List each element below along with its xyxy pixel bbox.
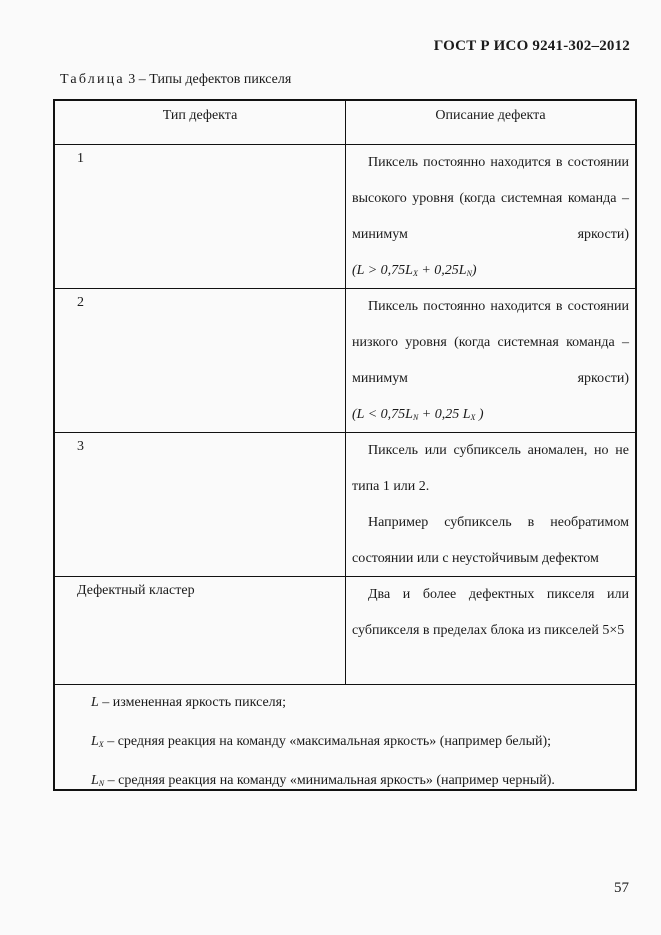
defect-description-cell — [346, 577, 635, 684]
header-defect-description: Описание дефекта — [435, 108, 546, 123]
table-row — [55, 289, 635, 433]
note-line: $L_X$ – средняя реакция на команду «максимальная яркость» (например белый); — [91, 734, 552, 749]
defect-description-cell — [346, 433, 635, 576]
description-formula: $(L > 0,75L_X + 0,25L_N)$ — [352, 263, 477, 278]
description-text: Два и более дефектных пикселя или субпикселя в пределах блока из пикселей 5×5 — [352, 587, 629, 638]
table-row — [55, 433, 635, 577]
defect-type-cell: Дефектный кластер — [55, 577, 346, 684]
page-number: 57 — [614, 880, 629, 896]
description-text: Пиксель постоянно находится в состоянии низкого уровня (когда системная команда – минимум яркости) — [352, 299, 629, 386]
defect-description-cell — [346, 289, 635, 432]
note-line: L – измененная яркость пикселя; — [91, 695, 286, 710]
table-caption — [60, 72, 291, 88]
table-caption-word: Таблица — [60, 72, 125, 87]
table-row — [55, 577, 635, 685]
description-example: Например субпиксель в необратимом состоянии или с неустойчивым дефектом — [352, 515, 629, 566]
table-notes-row — [55, 685, 635, 789]
table-notes — [55, 685, 635, 802]
defect-description-cell — [346, 145, 635, 288]
defect-type-cell: 1 — [55, 145, 346, 288]
defect-type-cell: 2 — [55, 289, 346, 432]
header-defect-type: Тип дефекта — [55, 101, 346, 144]
note-line: $L_N$ – средняя реакция на команду «минимальная яркость» (например черный). — [91, 773, 555, 788]
defect-type-cell: 3 — [55, 433, 346, 576]
description-formula: ($L < 0,75L_N + 0,25$ $L_X$ ) — [352, 407, 484, 422]
description-text: Пиксель или субпиксель аномален, но не типа 1 или 2. — [352, 443, 629, 494]
defect-types-table — [53, 99, 637, 791]
table-row — [55, 145, 635, 289]
description-text: Пиксель постоянно находится в состоянии высокого уровня (когда системная команда – минимум яркости) — [352, 155, 629, 242]
table-header-row — [55, 101, 635, 145]
table-caption-text: 3 – Типы дефектов пикселя — [124, 72, 292, 87]
document-standard-header: ГОСТ Р ИСО 9241-302–2012 — [433, 38, 630, 54]
